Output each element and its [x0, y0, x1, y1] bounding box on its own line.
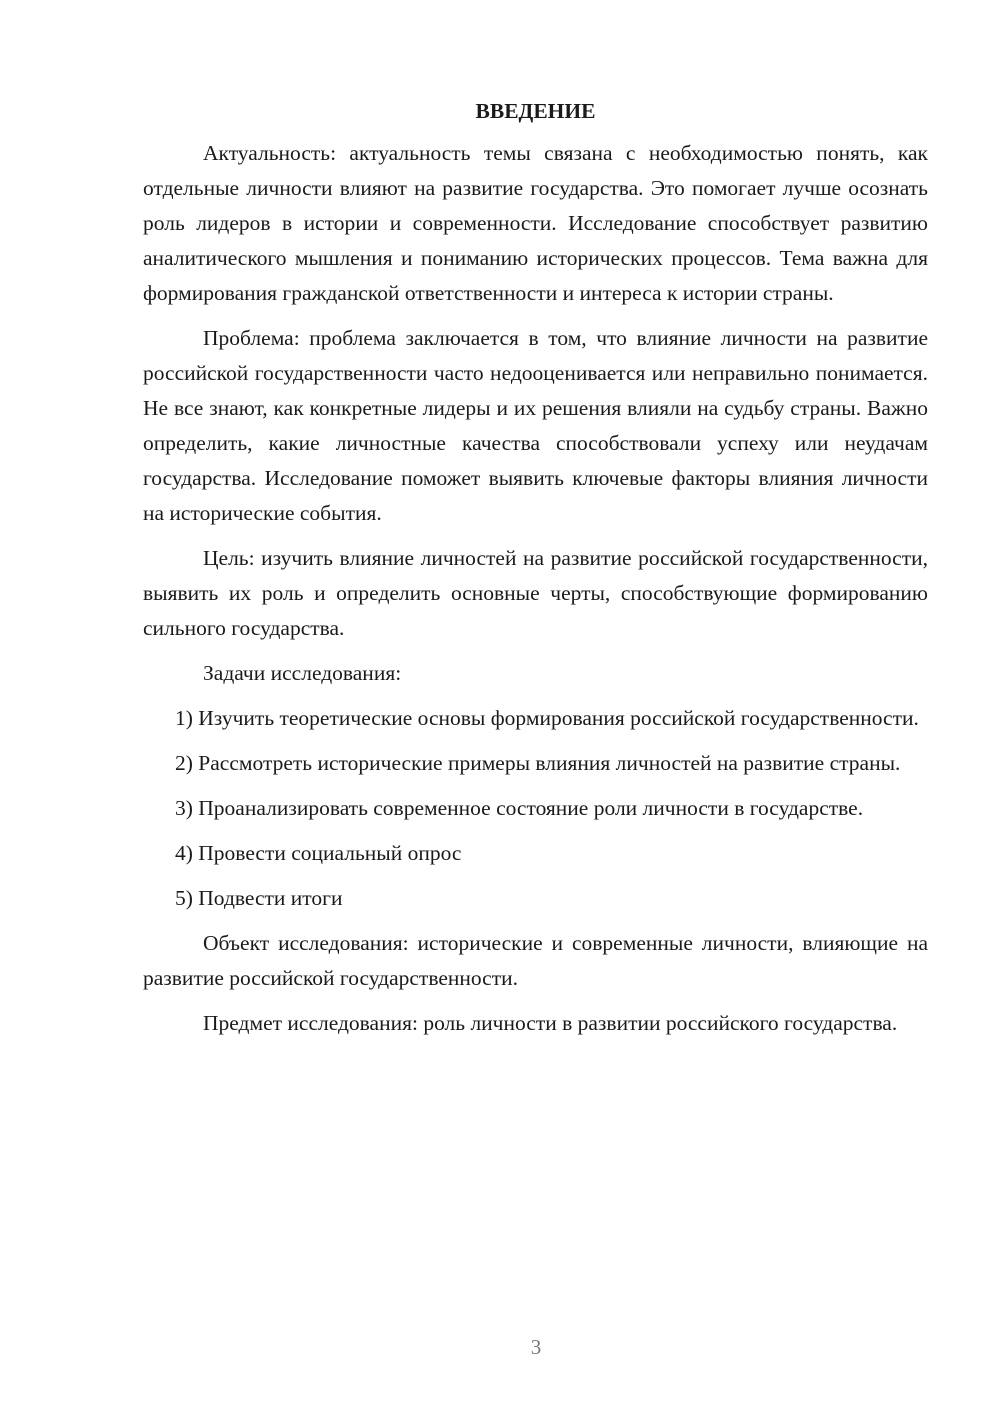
- relevance-paragraph: Актуальность: актуальность темы связана с необходимостью понять, как отдельные личности влияют на развитие государства. Это помогает лучше осознать роль лидеров в истории и современности. Исследование способствует развитию аналитического мышления и пониманию исторических процессов. Тема важна для формирования гражданской ответственности и интереса к истории страны.: [143, 141, 928, 305]
- document-page: [143, 96, 928, 1051]
- problem-paragraph: Проблема: проблема заключается в том, что влияние личности на развитие российской государственности часто недооценивается или неправильно понимается. Не все знают, как конкретные лидеры и их решения влияли на судьбу страны. Важно определить, какие личностные качества способствовали успеху или неудачам государства. Исследование поможет выявить ключевые факторы влияния личности на исторические события.: [143, 326, 928, 525]
- task-item: 3) Проанализировать современное состояние роли личности в государстве.: [175, 796, 864, 820]
- goal-paragraph: Цель: изучить влияние личностей на развитие российской государственности, выявить их роль и определить основные черты, способствующие формированию сильного государства.: [143, 546, 928, 640]
- task-item: 2) Рассмотреть исторические примеры влияния личностей на развитие страны.: [175, 751, 901, 775]
- task-item: 1) Изучить теоретические основы формирования российской государственности.: [175, 706, 919, 730]
- object-paragraph: Объект исследования: исторические и современные личности, влияющие на развитие российской государственности.: [143, 931, 928, 990]
- section-heading: ВВЕДЕНИЕ: [475, 99, 596, 123]
- subject-paragraph: Предмет исследования: роль личности в развитии российского государства.: [203, 1011, 898, 1035]
- page-number: 3: [530, 1335, 542, 1359]
- task-item: 4) Провести социальный опрос: [175, 841, 462, 865]
- tasks-title: Задачи исследования:: [203, 661, 402, 685]
- task-item: 5) Подвести итоги: [175, 886, 343, 910]
